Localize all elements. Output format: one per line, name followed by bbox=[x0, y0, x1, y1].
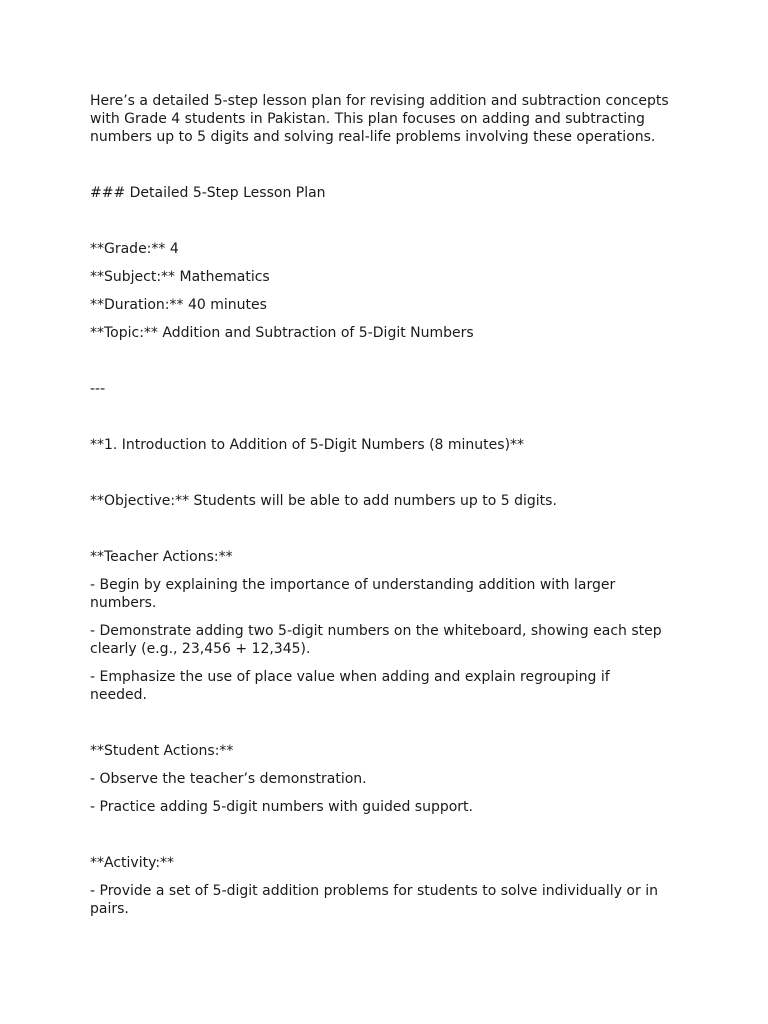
student-action-item: - Observe the teacher’s demonstration. bbox=[90, 771, 367, 787]
activity-item: - Provide a set of 5-digit addition problems for students to solve individually or in pairs. bbox=[90, 883, 658, 917]
separator-line: --- bbox=[90, 381, 106, 397]
intro-paragraph: Here’s a detailed 5-step lesson plan for revising addition and subtraction concepts with Grade 4 students in Pakistan. This plan focuses on adding and subtracting numbers up to 5 digits and solving real-life problems involving these operations. bbox=[90, 93, 669, 145]
student-actions-label: **Student Actions:** bbox=[90, 743, 234, 759]
teacher-action-item: - Demonstrate adding two 5-digit numbers on the whiteboard, showing each step clearly (e.g., 23,456 + 12,345). bbox=[90, 623, 662, 657]
subject-line: **Subject:** Mathematics bbox=[90, 269, 270, 285]
student-action-item: - Practice adding 5-digit numbers with guided support. bbox=[90, 799, 473, 815]
topic-line: **Topic:** Addition and Subtraction of 5-Digit Numbers bbox=[90, 325, 474, 341]
activity-label: **Activity:** bbox=[90, 855, 175, 871]
document-page bbox=[90, 92, 670, 918]
teacher-action-item: - Begin by explaining the importance of understanding addition with larger numbers. bbox=[90, 577, 616, 611]
teacher-actions-label: **Teacher Actions:** bbox=[90, 549, 233, 565]
teacher-action-item: - Emphasize the use of place value when adding and explain regrouping if needed. bbox=[90, 669, 610, 703]
objective-line: **Objective:** Students will be able to add numbers up to 5 digits. bbox=[90, 493, 557, 509]
duration-line: **Duration:** 40 minutes bbox=[90, 297, 267, 313]
step1-title: **1. Introduction to Addition of 5-Digit Numbers (8 minutes)** bbox=[90, 437, 525, 453]
grade-line: **Grade:** 4 bbox=[90, 241, 179, 257]
lesson-plan-heading: ### Detailed 5-Step Lesson Plan bbox=[90, 185, 326, 201]
